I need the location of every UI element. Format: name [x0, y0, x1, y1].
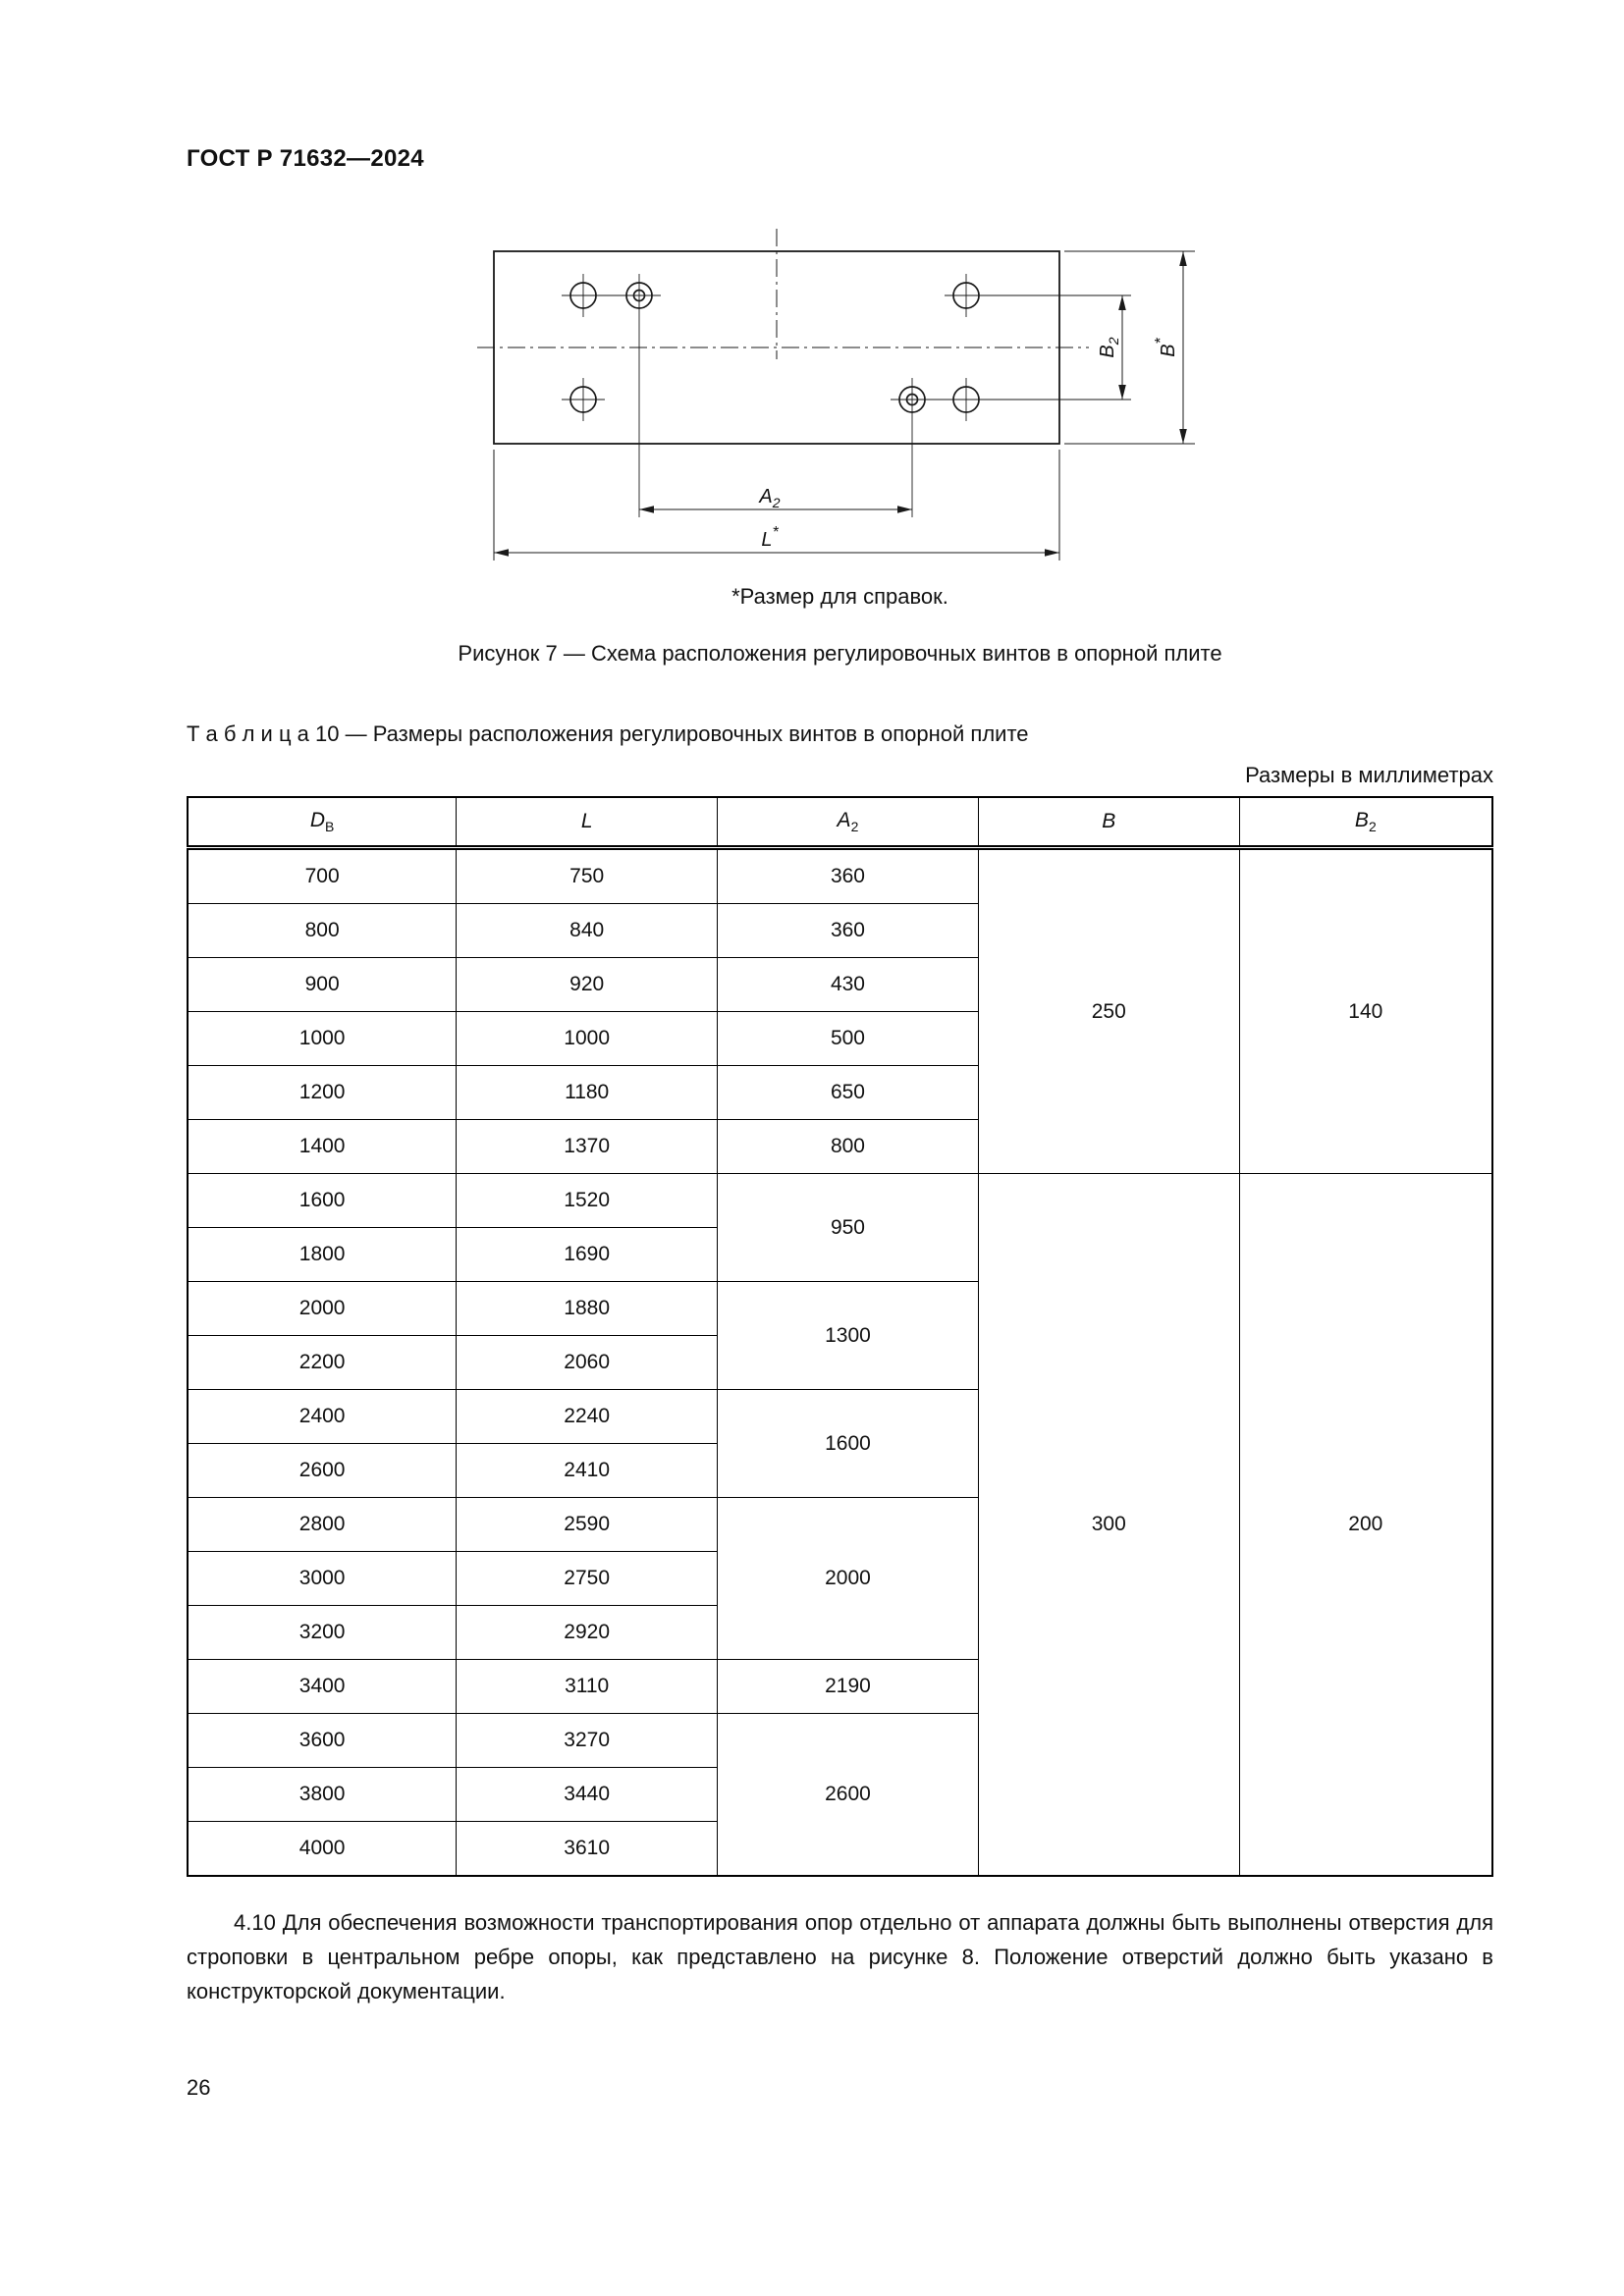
table-cell: 1000 [188, 1012, 457, 1066]
table-cell: 1300 [718, 1282, 979, 1390]
table-cell: 250 [978, 848, 1239, 1174]
dimension-arrows [494, 251, 1187, 557]
table-cell: 3200 [188, 1606, 457, 1660]
table-cell: 2000 [188, 1282, 457, 1336]
table-cell: 1880 [457, 1282, 718, 1336]
dim-label-a2: $A_2$ [758, 486, 781, 510]
table-cell: 2240 [457, 1390, 718, 1444]
table-cell: 2000 [718, 1498, 979, 1660]
table-cell: 3110 [457, 1660, 718, 1714]
table-cell: 4000 [188, 1822, 457, 1877]
col-header-d-sub: В [325, 819, 335, 835]
size-table-body [188, 848, 1492, 1877]
hole-centerlines [562, 274, 1131, 517]
figure-note: *Размер для справок. [731, 584, 948, 609]
table-row [188, 848, 1492, 904]
table-cell: 800 [718, 1120, 979, 1174]
table-row [188, 1174, 1492, 1228]
table-cell: 2400 [188, 1390, 457, 1444]
col-header-b2-sub: 2 [1368, 819, 1377, 835]
table-cell: 1600 [188, 1174, 457, 1228]
table-cell: 650 [718, 1066, 979, 1120]
table-cell: 1800 [188, 1228, 457, 1282]
figure-caption: Рисунок 7 — Схема расположения регулировочных винтов в опорной плите [458, 641, 1222, 666]
col-header-l [457, 797, 718, 848]
table-cell: 2200 [188, 1336, 457, 1390]
table-cell: 750 [457, 848, 718, 904]
table-cell: 700 [188, 848, 457, 904]
figure7-wrap [187, 227, 1493, 572]
table-title: Т а б л и ц а 10 — Размеры расположения регулировочных винтов в опорной плите [187, 721, 1029, 746]
table-cell: 140 [1239, 848, 1492, 1174]
table-cell: 2590 [457, 1498, 718, 1552]
col-header-b [978, 797, 1239, 848]
table-cell: 900 [188, 958, 457, 1012]
table-cell: 2750 [457, 1552, 718, 1606]
table-cell: 950 [718, 1174, 979, 1282]
col-header-d-base: D [309, 809, 326, 831]
table-cell: 200 [1239, 1174, 1492, 1877]
table-cell: 800 [188, 904, 457, 958]
table-cell: 2600 [188, 1444, 457, 1498]
dim-label-l-star: L* [760, 524, 779, 551]
dim-label-b-star: B* [1152, 338, 1179, 357]
col-header-b2-base: B [1354, 809, 1369, 831]
table-cell: 1400 [188, 1120, 457, 1174]
figure7-drawing [477, 227, 1204, 572]
table-cell: 360 [718, 848, 979, 904]
col-header-l-label: L [580, 810, 593, 833]
table-header-row [188, 797, 1492, 848]
paragraph-4-10: 4.10 Для обеспечения возможности транспортирования опор отдельно от аппарата должны быть выполнены отверстия для строповки в центральном ребре опоры, как представлено на рисунке 8. Положение отверстий должно быть указано в конструкторской документации. [187, 1910, 1493, 2003]
table-cell: 430 [718, 958, 979, 1012]
table-cell: 2800 [188, 1498, 457, 1552]
table-cell: 3440 [457, 1768, 718, 1822]
dimension-lines [494, 251, 1195, 561]
table-cell: 1180 [457, 1066, 718, 1120]
table-cell: 1000 [457, 1012, 718, 1066]
table-cell: 3800 [188, 1768, 457, 1822]
doc-header: ГОСТ Р 71632—2024 [187, 145, 424, 172]
table-cell: 3270 [457, 1714, 718, 1768]
col-header-b-label: B [1102, 810, 1116, 833]
dim-label-b2: $B_2$ [1096, 337, 1121, 358]
table-cell: 1200 [188, 1066, 457, 1120]
table-cell: 2410 [457, 1444, 718, 1498]
table-cell: 840 [457, 904, 718, 958]
table-cell: 500 [718, 1012, 979, 1066]
col-header-a2 [718, 797, 979, 848]
table-10 [187, 796, 1493, 1877]
plate-centerlines [477, 229, 1089, 359]
table-cell: 3400 [188, 1660, 457, 1714]
table-cell: 300 [978, 1174, 1239, 1877]
table-cell: 360 [718, 904, 979, 958]
table-cell: 2600 [718, 1714, 979, 1877]
table-cell: 920 [457, 958, 718, 1012]
table-cell: 1520 [457, 1174, 718, 1228]
table-cell: 2190 [718, 1660, 979, 1714]
table-cell: 2060 [457, 1336, 718, 1390]
table-cell: 3000 [188, 1552, 457, 1606]
col-header-a2-sub: 2 [850, 819, 859, 835]
col-header-a2-base: A [837, 809, 851, 831]
table-cell: 3600 [188, 1714, 457, 1768]
page-number: 26 [187, 2075, 211, 2100]
col-header-b2 [1239, 797, 1492, 848]
col-header-d [188, 797, 457, 848]
table-cell: 3610 [457, 1822, 718, 1877]
table-cell: 2920 [457, 1606, 718, 1660]
table-cell: 1600 [718, 1390, 979, 1498]
table-cell: 1690 [457, 1228, 718, 1282]
table-cell: 1370 [457, 1120, 718, 1174]
table-units-note: Размеры в миллиметрах [1245, 763, 1493, 787]
